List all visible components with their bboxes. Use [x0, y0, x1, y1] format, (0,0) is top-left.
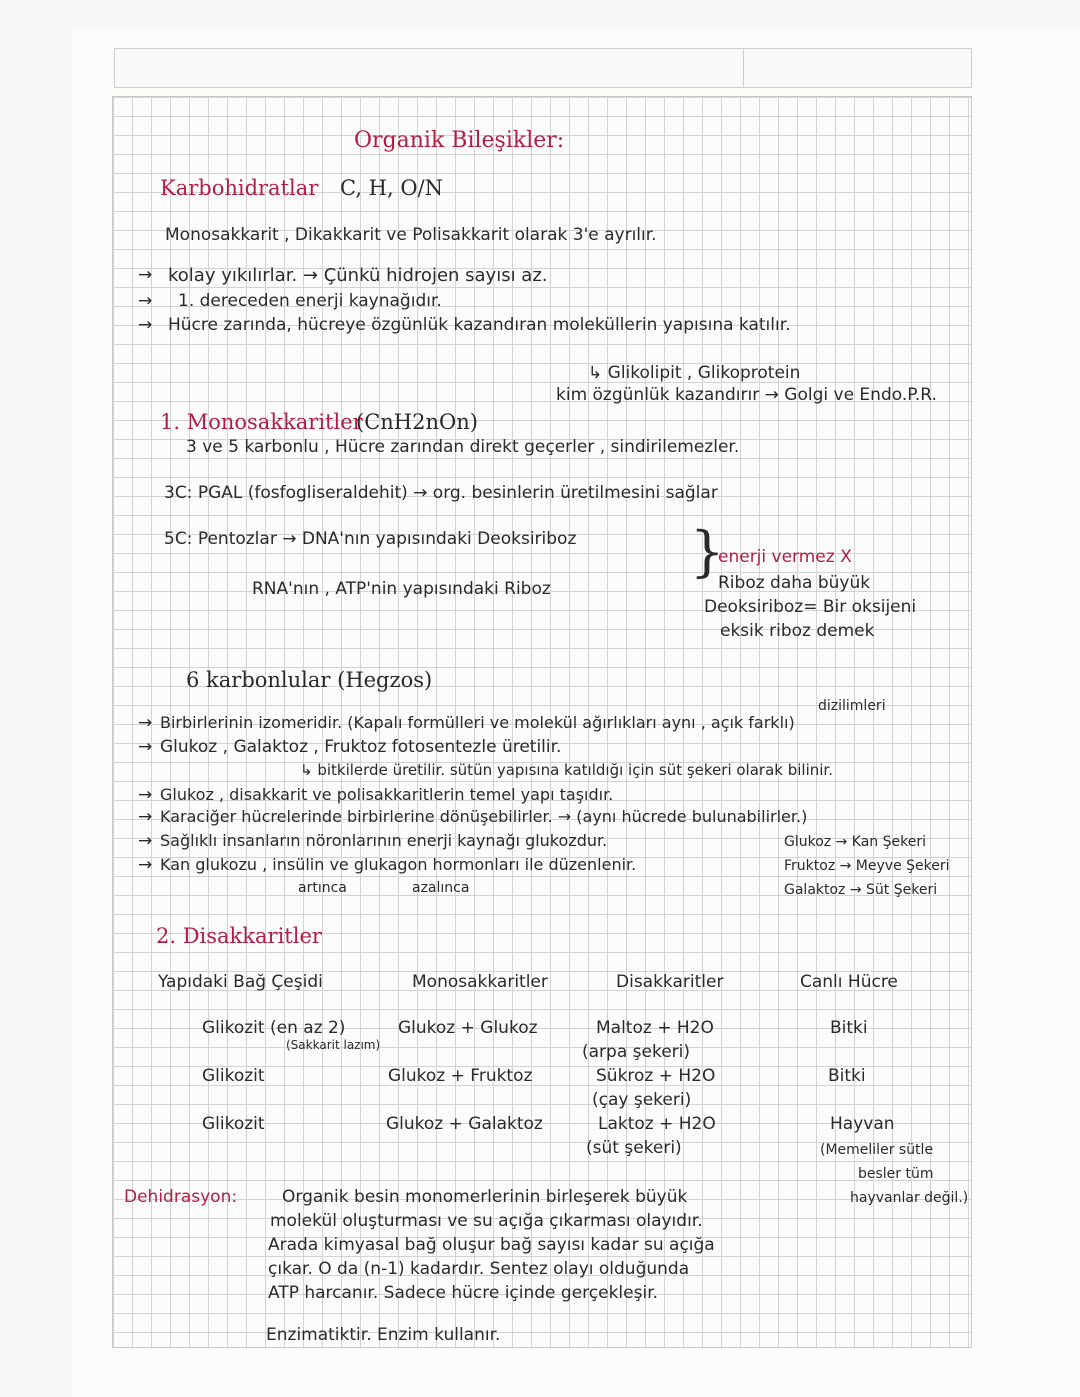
table-cell: Maltoz + H2O — [596, 1018, 714, 1038]
arrow-icon: → — [138, 291, 153, 311]
dehyd-line: Arada kimyasal bağ oluşur bağ sayısı kadar su açığa — [268, 1235, 715, 1255]
cell-note: besler tüm — [858, 1166, 934, 1182]
carbs-types-line: Monosakkarit , Dikakkarit ve Polisakkarit olarak 3'e ayrılır. — [165, 225, 657, 245]
table-header: Canlı Hücre — [800, 972, 898, 992]
cell-note: hayvanlar değil.) — [850, 1190, 969, 1206]
table-header: Monosakkaritler — [412, 972, 548, 992]
table-cell: Glikozit — [202, 1114, 265, 1134]
glyco-line: ↳ Glikolipit , Glikoprotein — [588, 363, 801, 383]
table-cell-note: (arpa şekeri) — [582, 1042, 691, 1062]
page-title: Organik Bileşikler: — [354, 128, 565, 153]
hexose-under: artınca — [298, 880, 347, 896]
arrow-icon: → — [138, 807, 153, 827]
mono-heading: 1. Monosakkaritler — [160, 410, 363, 434]
mono-c5-b: RNA'nın , ATP'nin yapısındaki Riboz — [252, 579, 551, 599]
carbs-bullet: kolay yıkılırlar. → Çünkü hidrojen sayısı az. — [168, 265, 548, 286]
glyco-sub: kim özgünlük kazandırır → Golgi ve Endo.P.R. — [556, 385, 937, 405]
table-cell-note: (çay şekeri) — [592, 1090, 692, 1110]
arrow-icon: → — [138, 831, 153, 851]
table-cell: Sükroz + H2O — [596, 1066, 716, 1086]
hexose-line: Kan glukozu , insülin ve glukagon hormonları ile düzenlenir. — [160, 855, 637, 874]
hexose-line: Sağlıklı insanların nöronlarının enerji kaynağı glukozdur. — [160, 831, 608, 850]
carbs-elements: C, H, O/N — [340, 176, 444, 200]
arrow-icon: → — [138, 785, 153, 805]
mono-note: Riboz daha büyük — [718, 573, 871, 593]
dehyd-label: Dehidrasyon: — [124, 1187, 238, 1207]
brace-icon: } — [690, 520, 725, 583]
mono-formula: (CnH2nOn) — [356, 410, 478, 434]
mono-desc: 3 ve 5 karbonlu , Hücre zarından direkt geçerler , sindirilemezler. — [186, 437, 740, 457]
dehyd-line: Organik besin monomerlerinin birleşerek büyük — [282, 1187, 688, 1207]
hexose-line: ↳ bitkilerde üretilir. sütün yapısına katıldığı için süt şekeri olarak bilinir. — [300, 761, 833, 779]
di-heading: 2. Disakkaritler — [156, 924, 322, 948]
arrow-icon: → — [138, 855, 153, 875]
mono-note — [718, 548, 852, 568]
hexose-side: Galaktoz → Süt Şekeri — [784, 882, 938, 898]
mono-c3: 3C: PGAL (fosfogliseraldehit) → org. besinlerin üretilmesini sağlar — [164, 483, 718, 503]
hexose-note-top: dizilimleri — [818, 698, 886, 714]
arrow-icon: → — [138, 713, 153, 733]
dehyd-line: Enzimatiktir. Enzim kullanır. — [266, 1325, 501, 1345]
hexose-line: Karaciğer hücrelerinde birbirlerine dönüşebilirler. → (aynı hücrede bulunabilirler.) — [160, 807, 808, 826]
table-cell: Glukoz + Fruktoz — [388, 1066, 533, 1086]
header-box — [114, 48, 972, 88]
table-header: Disakkaritler — [616, 972, 724, 992]
table-cell: Glikozit — [202, 1066, 265, 1086]
mono-note-text: enerji vermez X — [718, 547, 852, 567]
dehyd-line: molekül oluşturması ve su açığa çıkarması olayıdır. — [270, 1211, 703, 1231]
arrow-icon: → — [138, 737, 153, 757]
hexose-side: Glukoz → Kan Şekeri — [784, 834, 926, 850]
carbs-bullet: 1. dereceden enerji kaynağıdır. — [178, 291, 442, 311]
hexose-line: Birbirlerinin izomeridir. (Kapalı formülleri ve molekül ağırlıkları aynı , açık farklı) — [160, 713, 795, 732]
table-cell: Glikozit (en az 2) — [202, 1018, 346, 1038]
carbs-bullet: Hücre zarında, hücreye özgünlük kazandıran moleküllerin yapısına katılır. — [168, 315, 791, 335]
table-cell: Bitki — [830, 1018, 868, 1038]
table-cell: Glukoz + Glukoz — [398, 1018, 538, 1038]
dehyd-line: ATP harcanır. Sadece hücre içinde gerçekleşir. — [268, 1283, 659, 1303]
carbs-heading: Karbohidratlar — [160, 176, 319, 200]
cell-note: (Memeliler sütle — [820, 1142, 934, 1158]
table-cell-note: (süt şekeri) — [586, 1138, 682, 1158]
hexose-line: Glukoz , disakkarit ve polisakkaritlerin temel yapı taşıdır. — [160, 785, 614, 804]
mono-c5-a: 5C: Pentozlar → DNA'nın yapısındaki Deoksiriboz — [164, 529, 577, 549]
hexose-line: Glukoz , Galaktoz , Fruktoz fotosentezle üretilir. — [160, 737, 562, 757]
table-cell: Laktoz + H2O — [598, 1114, 716, 1134]
arrow-icon: → — [138, 265, 153, 285]
dehyd-line: çıkar. O da (n-1) kadardır. Sentez olayı olduğunda — [268, 1259, 690, 1279]
table-cell: Glukoz + Galaktoz — [386, 1114, 543, 1134]
table-cell-note: (Sakkarit lazım) — [286, 1038, 381, 1052]
hexose-under: azalınca — [412, 880, 470, 896]
table-cell: Hayvan — [830, 1114, 895, 1134]
table-header: Yapıdaki Bağ Çeşidi — [158, 972, 323, 992]
header-divider — [743, 49, 744, 87]
mono-note: Deoksiriboz= Bir oksijeni — [704, 597, 917, 617]
table-cell: Bitki — [828, 1066, 866, 1086]
arrow-icon: → — [138, 315, 153, 335]
hexose-heading: 6 karbonlular (Hegzos) — [186, 668, 433, 692]
hexose-side: Fruktoz → Meyve Şekeri — [784, 858, 950, 874]
mono-note: eksik riboz demek — [720, 621, 875, 641]
